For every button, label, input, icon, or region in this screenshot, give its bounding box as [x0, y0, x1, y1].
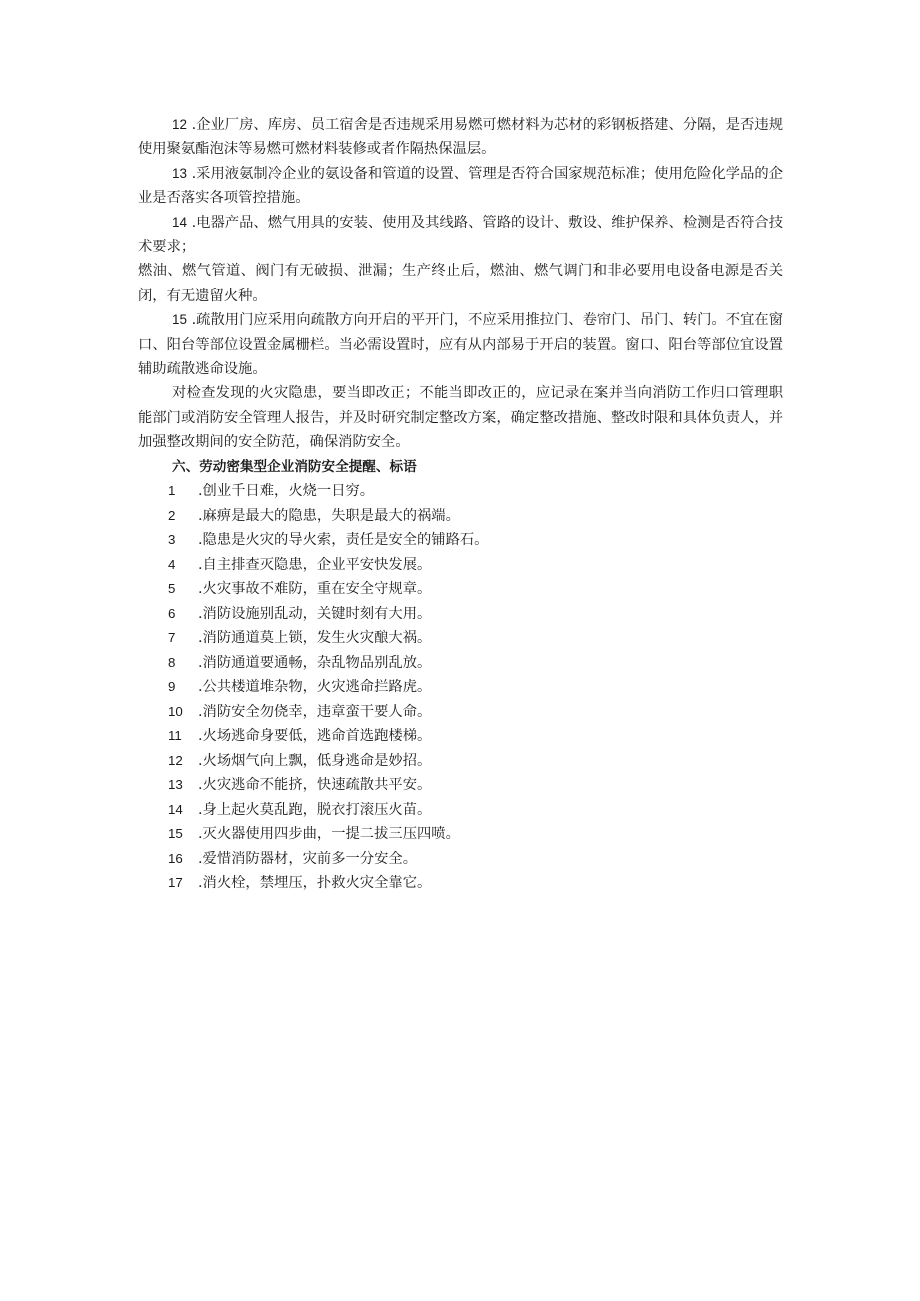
slogan-text: .隐患是火灾的导火索，责任是安全的铺路石。	[198, 532, 489, 549]
slogan-text: .爱惜消防器材，灾前多一分安全。	[198, 850, 417, 867]
slogan-text: .火灾逃命不能挤，快速疏散共平安。	[198, 777, 432, 794]
item-text: .电器产品、燃气用具的安装、使用及其线路、管路的设计、敷设、维护保养、检测是否符合技术要求；	[138, 214, 783, 256]
list-item	[138, 602, 783, 627]
item-number: 13	[172, 165, 188, 181]
slogan-number: 16	[168, 850, 183, 866]
slogan-text: .消防通道莫上锁，发生火灾酿大祸。	[198, 630, 432, 647]
slogan-number: 10	[168, 703, 183, 719]
slogan-number: 4	[168, 556, 176, 572]
slogan-number: 6	[168, 605, 176, 621]
list-item	[138, 871, 783, 896]
item-13-paragraph	[138, 162, 783, 211]
slogan-number: 7	[168, 630, 176, 646]
item-14-paragraph	[138, 211, 783, 260]
slogan-number: 17	[168, 875, 183, 891]
list-item	[138, 847, 783, 872]
slogan-text: .火场逃命身要低，逃命首选跑楼梯。	[198, 728, 432, 745]
slogan-number: 11	[168, 728, 182, 744]
slogan-number: 15	[168, 826, 183, 842]
item-text: .企业厂房、库房、员工宿舍是否违规采用易燃可燃材料为芯材的彩钢板搭建、分隔，是否违规使用聚氨酯泡沫等易燃可燃材料装修或者作隔热保温层。	[138, 117, 783, 158]
slogan-text: .自主排查灭隐患，企业平安快发展。	[198, 556, 432, 573]
slogan-text: .消防通道要通畅，杂乱物品别乱放。	[198, 654, 432, 671]
list-item	[138, 749, 783, 774]
list-item	[138, 822, 783, 847]
slogan-number: 8	[168, 654, 176, 670]
list-item	[138, 651, 783, 676]
item-text: .采用液氨制冷企业的氨设备和管道的设置、管理是否符合国家规范标准；使用危险化学品的企业是否落实各项管控措施。	[138, 165, 783, 207]
list-item	[138, 700, 783, 725]
slogan-text: .火场烟气向上飘，低身逃命是妙招。	[198, 752, 432, 769]
slogan-number: 9	[168, 679, 176, 695]
slogan-list	[138, 479, 783, 896]
item-text: .疏散用门应采用向疏散方向开启的平开门，不应采用推拉门、卷帘门、吊门、转门。不宜在窗口、阳台等部位设置金属栅栏。当必需设置时，应有从内部易于开启的装置。窗口、阳台等部位宜设置辅助疏散逃命设施。	[138, 312, 783, 378]
slogan-text: .公共楼道堆杂物，火灾逃命拦路虎。	[198, 679, 432, 696]
closing-paragraph: 对检查发现的火灾隐患，要当即改正；不能当即改正的，应记录在案并当向消防工作归口管理职能部门或消防安全管理人报告，并及时研究制定整改方案，确定整改措施、整改时限和具体负责人，并加强整改期间的安全防范，确保消防安全。	[138, 385, 783, 451]
item-number: 14	[172, 214, 188, 230]
list-item	[138, 479, 783, 504]
document-page	[138, 113, 783, 896]
item-15-paragraph	[138, 308, 783, 381]
list-item	[138, 528, 783, 553]
slogan-text: .身上起火莫乱跑，脱衣打滚压火苗。	[198, 801, 432, 818]
list-item	[138, 773, 783, 798]
slogan-number: 3	[168, 532, 176, 548]
list-item	[138, 626, 783, 651]
list-item	[138, 798, 783, 823]
slogan-text: .创业千日难，火烧一日穷。	[198, 483, 375, 500]
list-item	[138, 504, 783, 529]
slogan-text: .麻痹是最大的隐患，失职是最大的祸端。	[198, 507, 460, 524]
slogan-text: .消防安全勿侥幸，违章蛮干要人命。	[198, 703, 432, 720]
list-item	[138, 553, 783, 578]
section-heading: 六、劳动密集型企业消防安全提醒、标语	[172, 458, 417, 475]
item-14-continuation: 燃油、燃气管道、阀门有无破损、泄漏；生产终止后，燃油、燃气调门和非必要用电设备电源是否关闭，有无遗留火种。	[138, 263, 783, 304]
list-item	[138, 724, 783, 749]
slogan-number: 12	[168, 752, 183, 768]
slogan-text: .消防设施别乱动，关键时刻有大用。	[198, 605, 432, 622]
list-item	[138, 577, 783, 602]
slogan-number: 5	[168, 581, 176, 597]
list-item	[138, 675, 783, 700]
slogan-number: 2	[168, 507, 176, 523]
item-12-paragraph	[138, 113, 783, 162]
slogan-number: 1	[168, 483, 176, 499]
slogan-number: 14	[168, 801, 183, 817]
item-number: 15	[172, 312, 188, 328]
slogan-text: .消火栓，禁埋压，扑救火灾全靠它。	[198, 875, 432, 892]
item-number: 12	[172, 117, 188, 132]
slogan-text: .火灾事故不难防，重在安全守规章。	[198, 581, 432, 598]
slogan-text: .灭火器使用四步曲，一提二拔三压四喷。	[198, 826, 460, 843]
slogan-number: 13	[168, 777, 183, 793]
